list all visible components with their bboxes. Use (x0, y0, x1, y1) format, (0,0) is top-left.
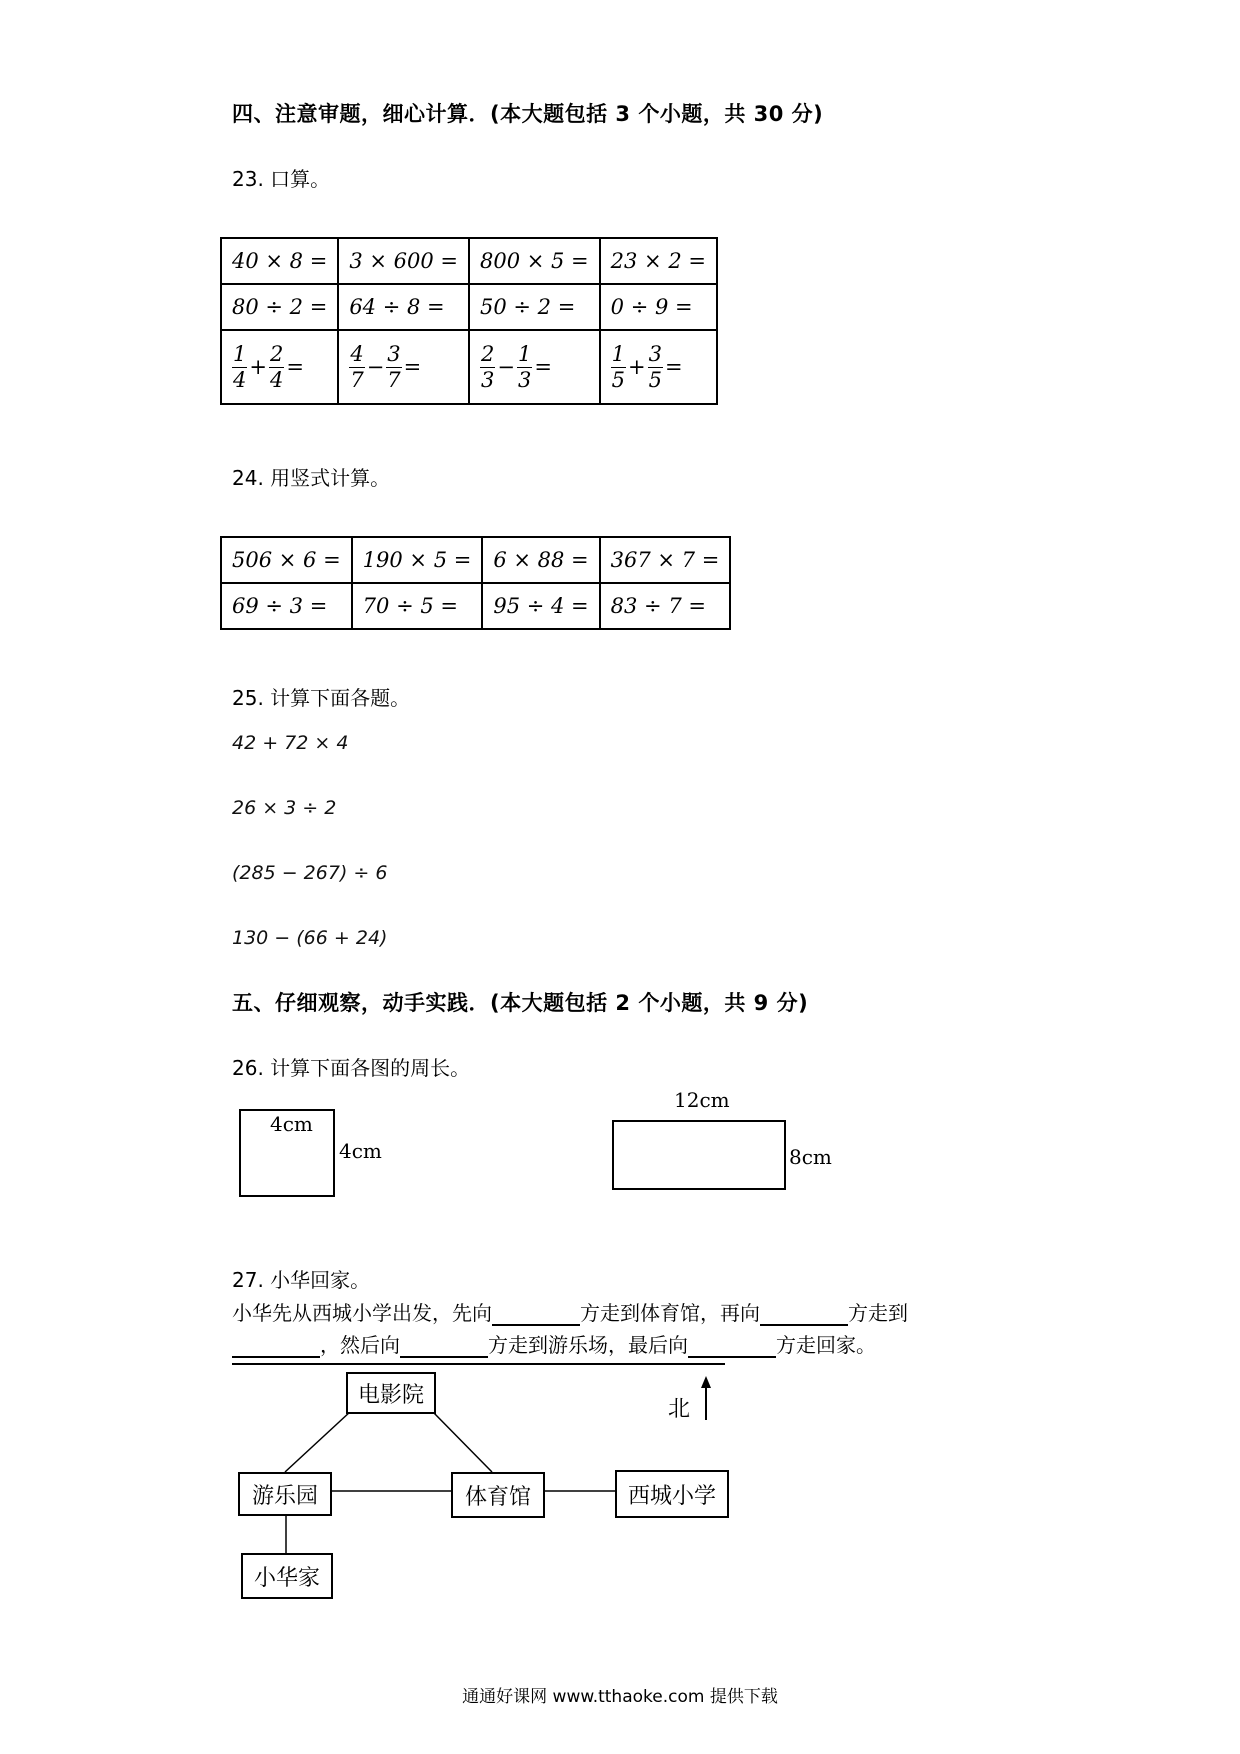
rect-top-label: 12cm (674, 1088, 730, 1112)
table-cell: 800 × 5 = (469, 238, 600, 284)
denominator: 5 (611, 367, 626, 392)
denominator: 4 (233, 367, 247, 392)
text: ，然后向 (320, 1333, 400, 1357)
line-cinema-gym (432, 1411, 492, 1472)
operator: − (366, 355, 385, 379)
operator: − (497, 355, 515, 379)
numerator: 3 (387, 342, 401, 367)
operator: + (628, 355, 646, 379)
numerator: 4 (350, 342, 364, 367)
table-cell: 80 ÷ 2 = (221, 284, 338, 330)
table-cell: 3 × 600 = (338, 238, 469, 284)
numerator: 2 (269, 342, 284, 367)
text: 方走到体育馆，再向 (580, 1301, 760, 1325)
table-cell: 70 ÷ 5 = (352, 583, 483, 629)
numerator: 2 (480, 342, 495, 367)
numerator: 1 (233, 342, 247, 367)
denominator: 3 (517, 367, 532, 392)
table-cell: 6 × 88 = (482, 537, 599, 583)
equals-sign: = (534, 355, 552, 379)
north-label: 北 (668, 1397, 691, 1422)
expression: 130 − (66 + 24) (232, 927, 388, 949)
map-node-school: 西城小学 (615, 1470, 729, 1518)
text: 方走到游乐场，最后向 (488, 1333, 688, 1357)
expression: (285 − 267) ÷ 6 (232, 862, 388, 884)
denominator: 7 (387, 367, 401, 392)
table-cell: 367 × 7 = (600, 537, 731, 583)
question-24-title: 24. 用竖式计算。 (232, 466, 391, 490)
north-arrow-head (701, 1376, 711, 1388)
equals-sign: = (286, 355, 304, 379)
map-node-cinema: 电影院 (346, 1372, 436, 1414)
equals-sign: = (665, 355, 683, 379)
table-cell: 95 ÷ 4 = (482, 583, 599, 629)
line-cinema-park (285, 1411, 351, 1472)
question-25-title: 25. 计算下面各题。 (232, 686, 411, 710)
map-node-gym: 体育馆 (451, 1472, 545, 1518)
numerator: 1 (517, 342, 532, 367)
expression: 42 + 72 × 4 (232, 732, 349, 754)
expression: 26 × 3 ÷ 2 (232, 797, 337, 819)
table-cell: 506 × 6 = (221, 537, 352, 583)
square-side-label: 4cm (339, 1139, 382, 1163)
map-node-park: 游乐园 (238, 1472, 332, 1516)
question-26-title: 26. 计算下面各图的周长。 (232, 1056, 471, 1080)
footer-text: 通通好课网 www.tthaoke.com 提供下载 (462, 1687, 778, 1707)
numerator: 1 (611, 342, 626, 367)
operator: + (249, 355, 267, 379)
table-cell: 83 ÷ 7 = (600, 583, 731, 629)
table-cell: 69 ÷ 3 = (221, 583, 352, 629)
map-node-home: 小华家 (241, 1553, 333, 1599)
section-4-title: 四、注意审题，细心计算．(本大题包括 3 个小题，共 30 分) (232, 102, 824, 126)
question-23-title: 23. 口算。 (232, 167, 331, 191)
table-cell: 190 × 5 = (352, 537, 483, 583)
denominator: 7 (350, 367, 364, 392)
table-cell: 40 × 8 = (221, 238, 338, 284)
table-cell: 23 × 2 = (600, 238, 717, 284)
question-27-title: 27. 小华回家。 (232, 1268, 371, 1292)
denominator: 4 (269, 367, 284, 392)
square-top-label: 4cm (270, 1112, 313, 1136)
table-cell: 64 ÷ 8 = (338, 284, 469, 330)
section-5-title: 五、仔细观察，动手实践．(本大题包括 2 个小题，共 9 分) (232, 991, 809, 1015)
denominator: 3 (480, 367, 495, 392)
table-cell: 0 ÷ 9 = (600, 284, 717, 330)
table-cell: 50 ÷ 2 = (469, 284, 600, 330)
text: 方走回家。 (776, 1333, 876, 1357)
equals-sign: = (403, 355, 422, 379)
text: 方走到 (848, 1301, 908, 1325)
numerator: 3 (648, 342, 663, 367)
denominator: 5 (648, 367, 663, 392)
rect-side-label: 8cm (789, 1145, 832, 1169)
text: 小华先从西城小学出发，先向 (232, 1301, 492, 1325)
